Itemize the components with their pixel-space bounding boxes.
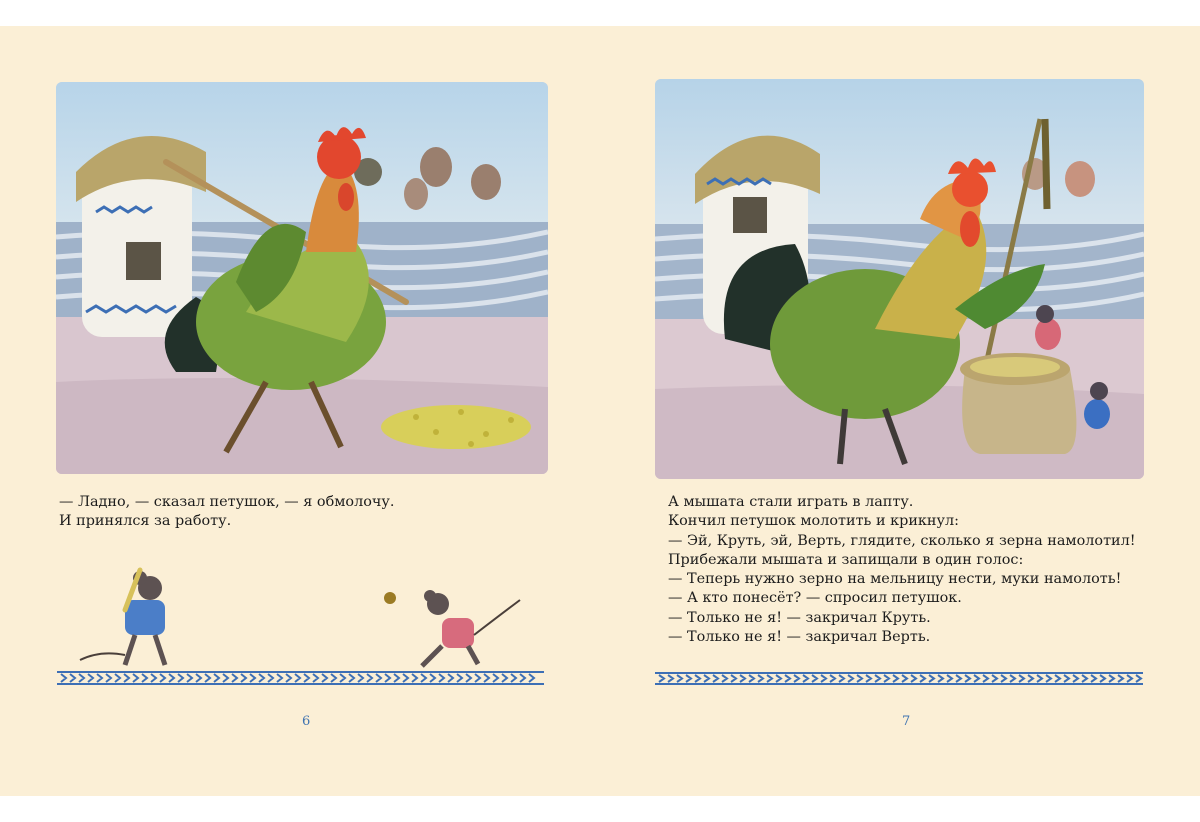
page-number-left: 6 [302, 714, 311, 729]
ornamental-border-right [655, 671, 1143, 686]
text-line: Прибежали мышата и запищали в один голос: [668, 551, 1024, 568]
rooster-and-mice-illustration [655, 79, 1144, 479]
text-line: И принялся за работу. [59, 513, 232, 530]
text-line: — Только не я! — закричал Верть. [668, 629, 931, 646]
right-page-text [668, 493, 1148, 647]
text-line: — Только не я! — закричал Круть. [668, 609, 931, 626]
rooster-threshing-illustration [56, 82, 548, 474]
page-number-right: 7 [902, 714, 911, 729]
left-page-text [59, 493, 539, 532]
text-line: Кончил петушок молотить и крикнул: [668, 513, 959, 530]
text-line: — Ладно, — сказал петушок, — я обмолочу. [59, 494, 395, 510]
text-line: — Теперь нужно зерно на мельницу нести, муки намолоть! [668, 571, 1122, 588]
text-line: — Эй, Круть, эй, Верть, глядите, сколько я зерна намолотил! [668, 532, 1136, 549]
text-line: А мышата стали играть в лапту. [668, 494, 914, 510]
text-line: — А кто понесёт? — спросил петушок. [668, 590, 962, 607]
mice-vignette-illustration [70, 560, 550, 672]
book-spread [0, 26, 1200, 796]
ornamental-border-left [57, 670, 544, 686]
